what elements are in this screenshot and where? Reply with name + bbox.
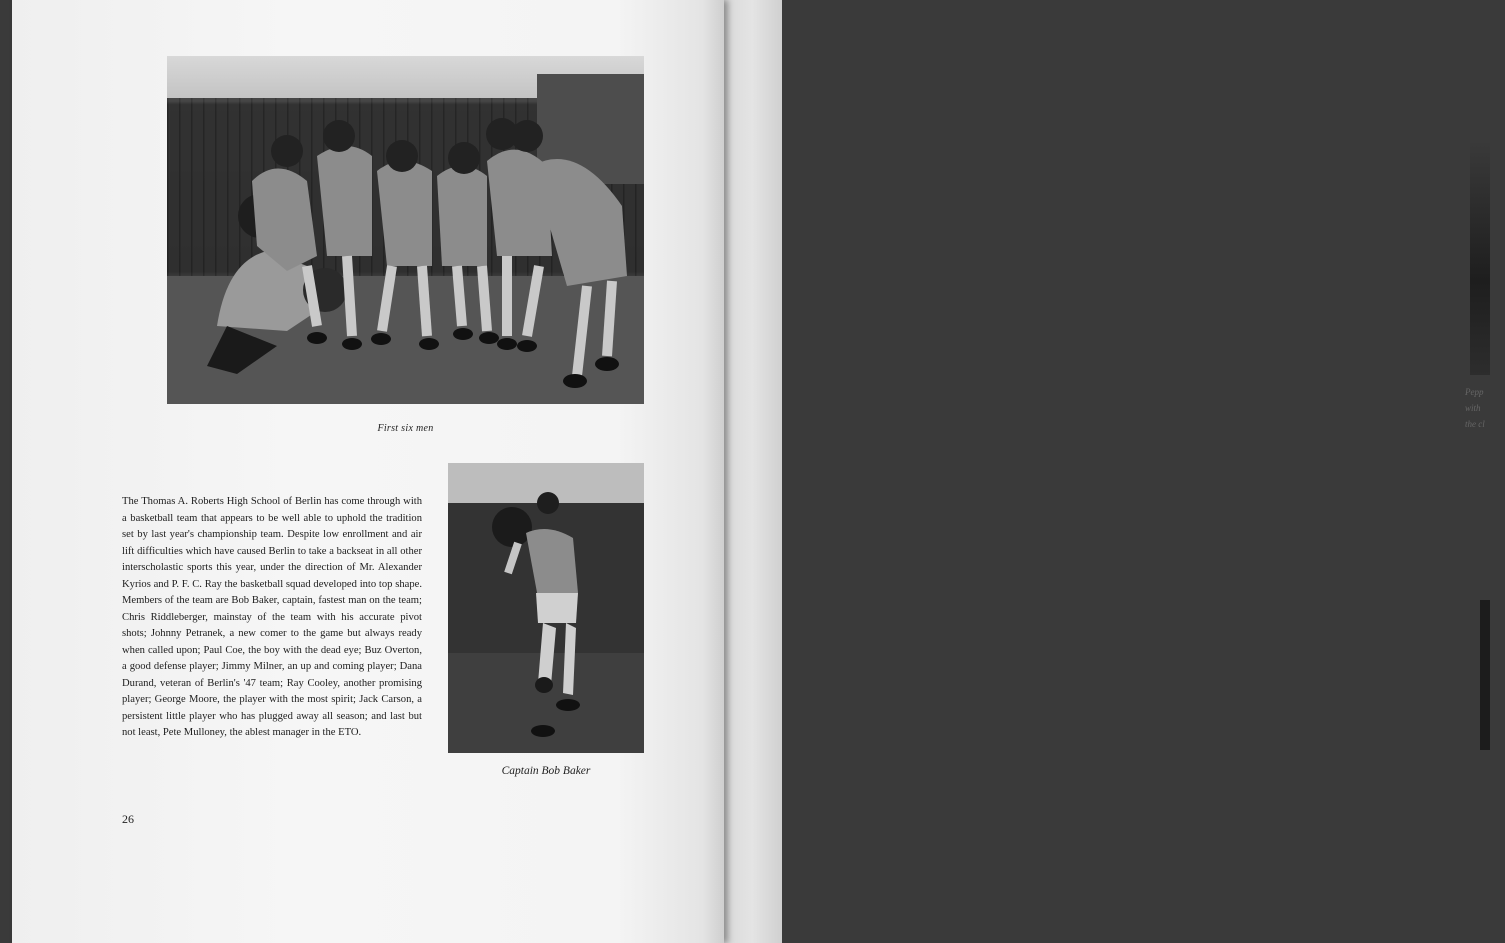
next-page-photo <box>1470 140 1490 375</box>
body-paragraph: The Thomas A. Roberts High School of Berlin has come through with a basketball team that appears to be well able to uphold the tradition set by last year's championship team. Despite low enrollment and air lift difficulties which have caused Berlin to take a backseat in all other interscholastic sports this year, under the direction of Mr. Alexander Kyrios and P. F. C. Ray the basketball squad developed into top shape. Members of the team are Bob Baker, captain, fastest man on the team; Chris Riddleberger, mainstay of the team with his accurate pivot shots; Johnny Petranek, a new comer to the game but always ready when called upon; Paul Coe, the boy with the dead eye; Buz Overton, a good defense player; Jimmy Milner, an up and coming player; Dana Durand, veteran of Berlin's '47 team; Ray Cooley, another promising player; George Moore, the player with the most spirit; Jack Carson, a persistent little player who has plugged away all season; and last but not least, Pete Mulloney, the ablest manager in the ETO. <box>122 496 422 738</box>
next-page-caption-line: with <box>1465 403 1481 413</box>
captain-photo <box>448 463 644 753</box>
team-photo-caption: First six men <box>377 423 434 434</box>
team-photo <box>167 56 644 404</box>
next-page-photo-edge <box>1480 600 1490 750</box>
book-page <box>12 0 724 943</box>
next-page-caption-line: Pepp <box>1465 387 1484 397</box>
captain-photo-image <box>448 463 644 753</box>
next-page-caption-line: the cl <box>1465 419 1485 429</box>
captain-photo-caption: Captain Bob Baker <box>501 765 591 777</box>
page-number: 26 <box>122 812 134 826</box>
team-photo-image <box>167 56 644 404</box>
